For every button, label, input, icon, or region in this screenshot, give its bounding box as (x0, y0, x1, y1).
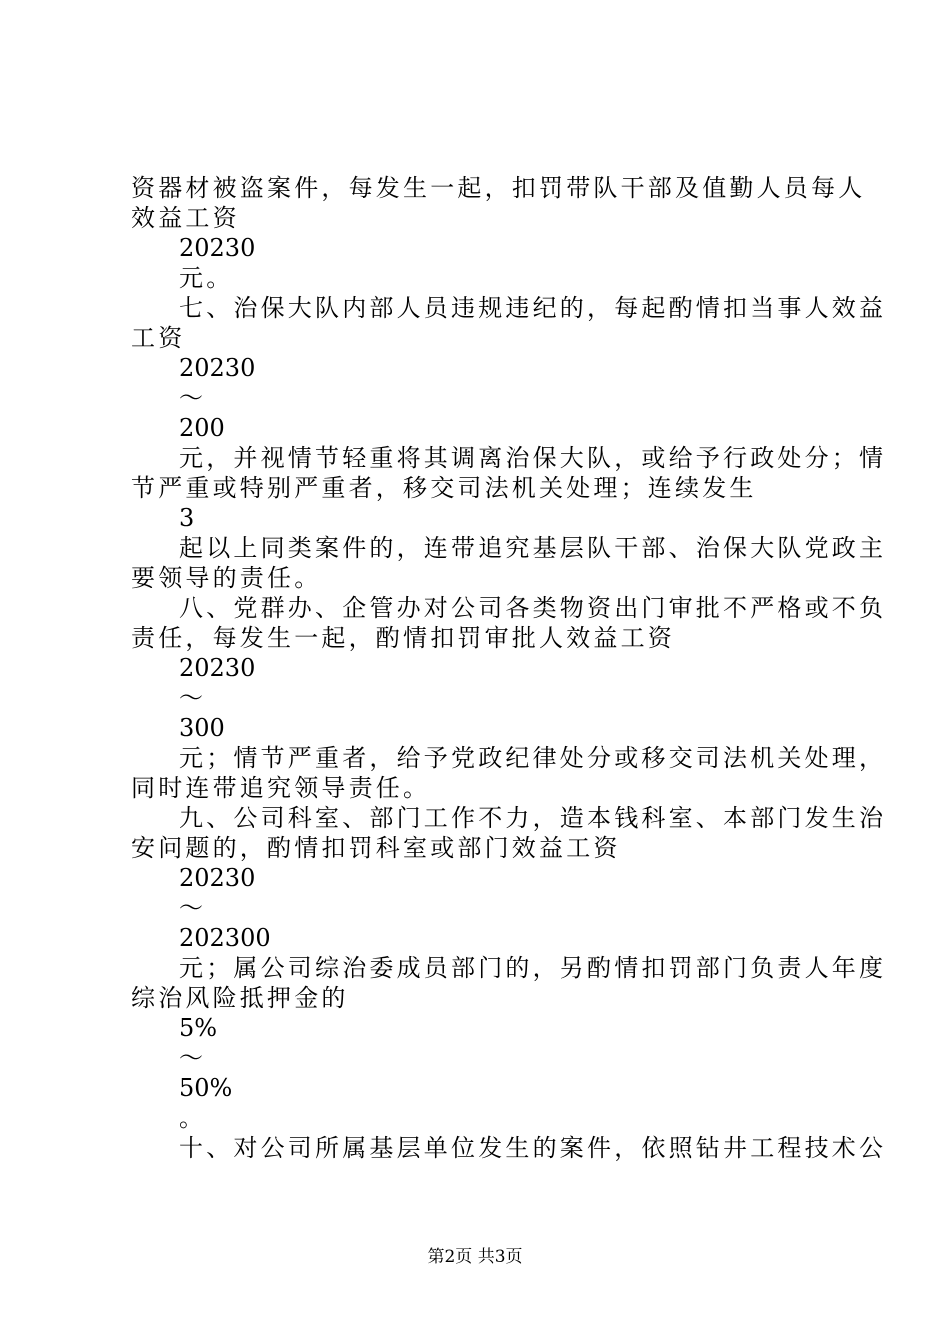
document-body (131, 173, 887, 1163)
text-line: 元。 (179, 264, 234, 292)
text-line: ～ (179, 384, 207, 412)
text-line: 。 (179, 1104, 207, 1132)
text-line: 八、党群办、企管办对公司各类物资出门审批不严格或不负 (179, 594, 887, 622)
text-line: 元；属公司综治委成员部门的，另酌情扣罚部门负责人年度 (179, 954, 887, 982)
text-line: 工资 (131, 324, 186, 352)
text-line: 3 (179, 504, 195, 532)
text-line: 200 (179, 414, 225, 442)
text-line: 20230 (179, 234, 256, 262)
text-line: 元；情节严重者，给予党政纪律处分或移交司法机关处理， (179, 744, 887, 772)
text-line: 50% (179, 1074, 233, 1102)
text-line: 元，并视情节轻重将其调离治保大队，或给予行政处分；情 (179, 444, 887, 472)
text-line: 同时连带追究领导责任。 (131, 774, 431, 802)
text-line: 十、对公司所属基层单位发生的案件，依照钻井工程技术公 (179, 1134, 887, 1162)
text-line: 九、公司科室、部门工作不力，造本钱科室、本部门发生治 (179, 804, 887, 832)
text-line: 节严重或特别严重者，移交司法机关处理；连续发生 (131, 474, 757, 502)
text-line: 300 (179, 714, 225, 742)
text-line: 综治风险抵押金的 (131, 984, 349, 1012)
page-footer (0, 1242, 950, 1267)
text-line: 资器材被盗案件，每发生一起，扣罚带队干部及值勤人员每人 (131, 174, 866, 202)
page-indicator: 第2页 共3页 (427, 1247, 523, 1267)
text-line: 20230 (179, 654, 256, 682)
text-line: 效益工资 (131, 204, 240, 232)
text-line: 七、治保大队内部人员违规违纪的，每起酌情扣当事人效益 (179, 294, 887, 322)
text-line: 要领导的责任。 (131, 564, 322, 592)
text-line: ～ (179, 894, 207, 922)
text-line: 责任，每发生一起，酌情扣罚审批人效益工资 (131, 624, 675, 652)
text-line: 202300 (179, 924, 271, 952)
text-line: 5% (179, 1014, 218, 1042)
text-line: ～ (179, 684, 207, 712)
text-line: 20230 (179, 354, 256, 382)
text-line: 安问题的，酌情扣罚科室或部门效益工资 (131, 834, 621, 862)
text-line: 20230 (179, 864, 256, 892)
text-line: ～ (179, 1044, 207, 1072)
text-line: 起以上同类案件的，连带追究基层队干部、治保大队党政主 (179, 534, 887, 562)
